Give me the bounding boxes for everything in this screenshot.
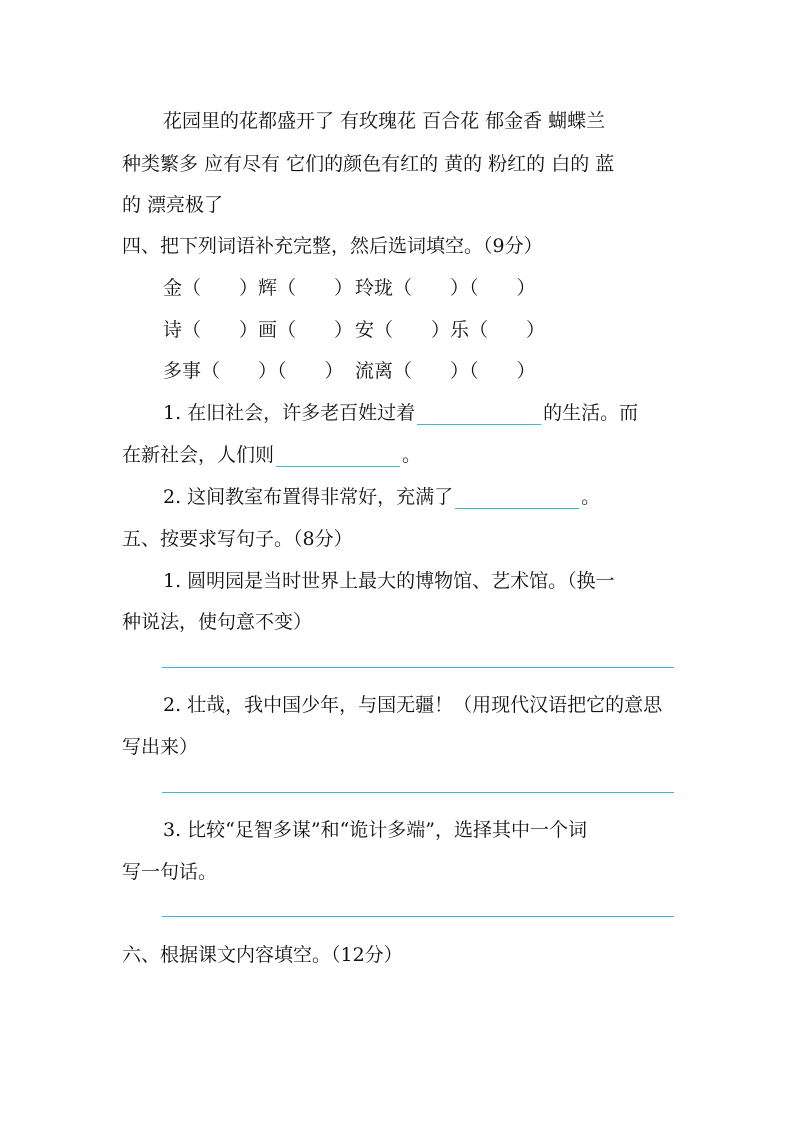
answer-line[interactable] [162,792,674,793]
passage-line-1: 花园里的花都盛开了 有玫瑰花 百合花 郁金香 蝴蝶兰 [163,110,606,132]
word-pair: 安（ ）乐（ ） [355,319,546,341]
word-pair: 流离（ ）（ ） [355,360,536,382]
answer-blank[interactable] [276,447,400,467]
section-4-heading: 四、把下列词语补充完整，然后选词填空。（9分） [122,235,543,257]
section-5-question-2: 2. 壮哉，我中国少年，与国无疆！（用现代汉语把它的意思 [163,694,663,716]
word-pair: 多事（ ）（ ） [163,360,344,382]
question-text: 的生活。而 [543,402,639,424]
section-5-heading: 五、按要求写句子。（8分） [122,528,353,550]
word-pair: 金（ ）辉（ ） [163,277,354,299]
answer-blank[interactable] [417,405,541,425]
question-text: 2. 这间教室布置得非常好，充满了 [163,486,454,508]
answer-blank[interactable] [455,489,579,509]
section-5-question-1: 1. 圆明园是当时世界上最大的博物馆、艺术馆。（换一 [163,570,615,592]
question-text: 在新社会，人们则 [122,444,275,466]
section-6-heading: 六、根据课文内容填空。（12分） [122,944,403,966]
section-5-question-1-cont: 种说法，使句意不变） [122,611,313,633]
section-5-question-3: 3. 比较“足智多谋”和“诡计多端”，选择其中一个词 [163,819,588,841]
answer-line[interactable] [162,916,674,917]
question-text: 。 [402,444,422,466]
section-4-question-1 [163,398,638,425]
passage-line-2: 种类繁多 应有尽有 它们的颜色有红的 黄的 粉红的 白的 蓝 [122,153,615,175]
section-4-question-1-cont [122,440,421,467]
section-4-question-2 [163,482,600,509]
word-pair: 诗（ ）画（ ） [163,319,354,341]
passage-line-3: 的 漂亮极了 [122,194,224,216]
question-text: 1. 在旧社会，许多老百姓过着 [163,402,416,424]
answer-line[interactable] [162,667,674,668]
question-text: 。 [581,486,601,508]
section-5-question-2-cont: 写出来） [122,736,199,758]
section-5-question-3-cont: 写一句话。 [122,861,218,883]
word-pair: 玲珑（ ）（ ） [355,277,536,299]
